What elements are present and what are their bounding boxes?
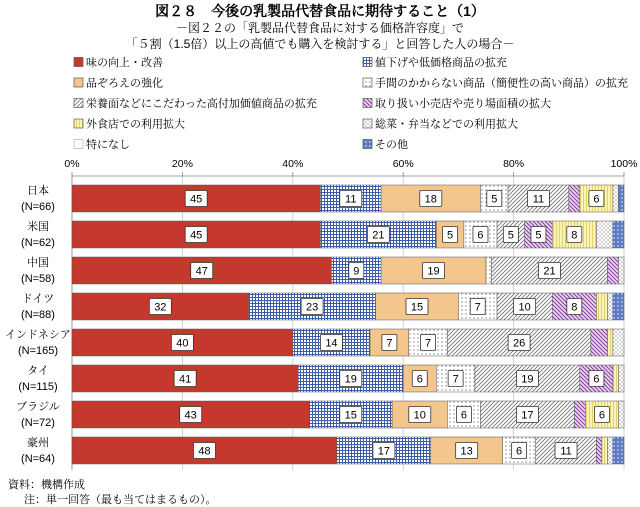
legend-swatch-2 xyxy=(74,78,83,87)
data-label-1-2: 5 xyxy=(447,229,454,242)
data-label-3-1: 23 xyxy=(305,301,319,314)
legend-label-6: 外食店での利用拡大 xyxy=(86,118,185,131)
bar-segment-6-5 xyxy=(574,401,585,428)
data-label-0-0: 45 xyxy=(190,193,203,206)
data-label-1-5: 5 xyxy=(535,229,542,242)
chart-subtitle-line-2: 「５割（1.5倍）以上の高値でも購入を検討する」と回答した人の場合－ xyxy=(125,37,515,51)
data-label-5-5: 6 xyxy=(593,373,600,386)
chart-title: 図２８ 今後の乳製品代替食品に期待すること（1） xyxy=(155,3,485,19)
data-label-4-3: 7 xyxy=(424,337,432,350)
legend-label-1: 値下げや低価格商品の拡充 xyxy=(375,57,507,69)
bar-segment-1-7 xyxy=(596,221,613,248)
legend-label-5: 取り扱い小売店や売り場面積の拡大 xyxy=(375,98,551,110)
bar-segment-7-7 xyxy=(607,437,613,464)
category-sample-size-6: (N=72) xyxy=(21,417,55,429)
data-label-5-0: 41 xyxy=(179,373,192,386)
bar-segment-3-9 xyxy=(613,293,624,320)
data-label-3-5: 8 xyxy=(571,301,578,314)
data-label-0-4: 11 xyxy=(532,193,545,206)
legend-swatch-0 xyxy=(74,58,83,67)
category-sample-size-0: (N=66) xyxy=(21,201,55,213)
data-label-0-3: 5 xyxy=(491,193,498,206)
legend-label-7: 総菜・弁当などでの利用拡大 xyxy=(375,118,518,131)
legend-label-3: 手間のかからない商品（簡便性の高い商品）の拡充 xyxy=(375,77,628,90)
category-sample-size-2: (N=58) xyxy=(21,273,55,285)
data-label-2-0: 47 xyxy=(195,265,208,278)
data-label-5-4: 19 xyxy=(521,373,534,386)
legend-swatch-6 xyxy=(74,119,83,128)
bar-segment-6-7 xyxy=(618,401,624,428)
data-label-6-0: 43 xyxy=(184,409,197,422)
bar-segment-5-6 xyxy=(613,365,619,392)
data-label-4-1: 14 xyxy=(325,337,338,350)
category-label-6: ブラジル xyxy=(16,401,60,413)
category-sample-size-7: (N=64) xyxy=(21,453,55,465)
legend-swatch-1 xyxy=(363,58,372,67)
x-tick-label-5: 100% xyxy=(610,158,638,170)
legend-swatch-3 xyxy=(363,78,372,87)
footnote: 注：単一回答（最も当てはまるもの）。 xyxy=(24,494,217,506)
data-label-5-2: 6 xyxy=(416,373,423,386)
chart-subtitle-line-1: －図２２の「乳製品代替食品に対する価格許容度」で xyxy=(175,21,465,35)
category-label-1: 米国 xyxy=(27,221,49,233)
bar-segment-4-6 xyxy=(607,329,613,356)
legend-swatch-4 xyxy=(74,99,83,108)
data-label-7-1: 17 xyxy=(377,445,391,458)
legend-swatch-9 xyxy=(363,140,372,149)
bar-segment-7-6 xyxy=(602,437,608,464)
bar-segment-7-9 xyxy=(613,437,624,464)
bar-segment-3-7 xyxy=(607,293,613,320)
data-label-2-1: 9 xyxy=(353,265,360,278)
data-label-0-1: 11 xyxy=(345,193,357,206)
category-sample-size-5: (N=115) xyxy=(18,381,58,393)
category-label-5: タイ xyxy=(27,365,49,377)
data-label-1-3: 6 xyxy=(477,229,484,242)
data-label-5-1: 19 xyxy=(344,373,357,386)
data-label-7-4: 11 xyxy=(560,445,572,458)
legend-label-2: 品ぞろえの強化 xyxy=(86,77,163,90)
bar-segment-4-7 xyxy=(613,329,624,356)
legend-swatch-5 xyxy=(363,99,372,108)
category-label-7: 豪州 xyxy=(27,437,49,449)
bar-segment-1-9 xyxy=(613,221,624,248)
category-sample-size-3: (N=88) xyxy=(21,309,55,321)
data-label-7-3: 6 xyxy=(516,445,523,458)
legend-label-8: 特になし xyxy=(86,139,130,151)
legend-label-9: その他 xyxy=(375,139,408,151)
bar-segment-0-9 xyxy=(618,185,624,212)
bar-segment-0-5 xyxy=(569,185,580,212)
data-label-3-2: 15 xyxy=(410,301,424,314)
x-tick-label-2: 40% xyxy=(282,158,304,170)
bar-segment-2-5 xyxy=(607,257,618,284)
category-label-3: ドイツ xyxy=(21,293,55,305)
category-label-4: インドネシア xyxy=(5,329,71,341)
data-label-0-6: 6 xyxy=(593,193,600,206)
bar-segment-2-3 xyxy=(486,257,492,284)
data-label-1-4: 5 xyxy=(507,229,514,242)
category-labels xyxy=(5,183,71,465)
data-label-3-0: 32 xyxy=(154,301,167,314)
data-label-6-6: 6 xyxy=(598,409,605,422)
bar-segment-0-7 xyxy=(613,185,619,212)
source-note: 資料：機構作成 xyxy=(8,479,85,491)
data-label-3-4: 10 xyxy=(518,301,531,314)
bar-segment-2-7 xyxy=(618,257,624,284)
legend xyxy=(74,55,628,151)
data-label-4-0: 40 xyxy=(176,337,189,350)
data-label-1-0: 45 xyxy=(190,229,203,242)
legend-swatch-8 xyxy=(74,140,83,149)
x-tick-label-3: 60% xyxy=(392,158,414,170)
category-label-2: 中国 xyxy=(27,257,49,269)
category-sample-size-1: (N=62) xyxy=(21,237,55,249)
data-label-7-0: 48 xyxy=(198,445,211,458)
data-label-6-4: 17 xyxy=(521,409,534,422)
x-tick-label-0: 0% xyxy=(64,158,80,170)
data-label-4-2: 7 xyxy=(386,337,393,350)
data-label-3-3: 7 xyxy=(474,301,481,314)
bar-segment-7-5 xyxy=(596,437,602,464)
legend-label-0: 味の向上・改善 xyxy=(86,57,163,69)
data-label-6-2: 10 xyxy=(413,409,426,422)
bar-segment-4-5 xyxy=(591,329,608,356)
x-tick-label-4: 80% xyxy=(503,158,525,170)
data-label-2-4: 21 xyxy=(543,265,556,278)
x-tick-label-1: 20% xyxy=(171,158,193,170)
data-label-1-1: 21 xyxy=(372,229,385,242)
data-label-7-2: 13 xyxy=(460,445,473,458)
data-label-6-1: 15 xyxy=(344,409,357,422)
legend-swatch-7 xyxy=(363,119,372,128)
x-axis xyxy=(64,158,637,176)
data-label-1-6: 8 xyxy=(571,229,578,242)
data-label-6-3: 6 xyxy=(460,409,467,422)
data-label-0-2: 18 xyxy=(424,193,437,206)
category-sample-size-4: (N=165) xyxy=(17,345,59,357)
data-label-5-3: 7 xyxy=(452,373,459,386)
bar-segment-3-6 xyxy=(596,293,607,320)
legend-label-4: 栄養面などにこだわった高付加価値商品の拡充 xyxy=(86,98,317,110)
data-label-2-2: 19 xyxy=(427,265,440,278)
bar-segment-5-7 xyxy=(618,365,624,392)
data-label-4-4: 26 xyxy=(512,337,526,350)
category-label-0: 日本 xyxy=(27,185,49,197)
